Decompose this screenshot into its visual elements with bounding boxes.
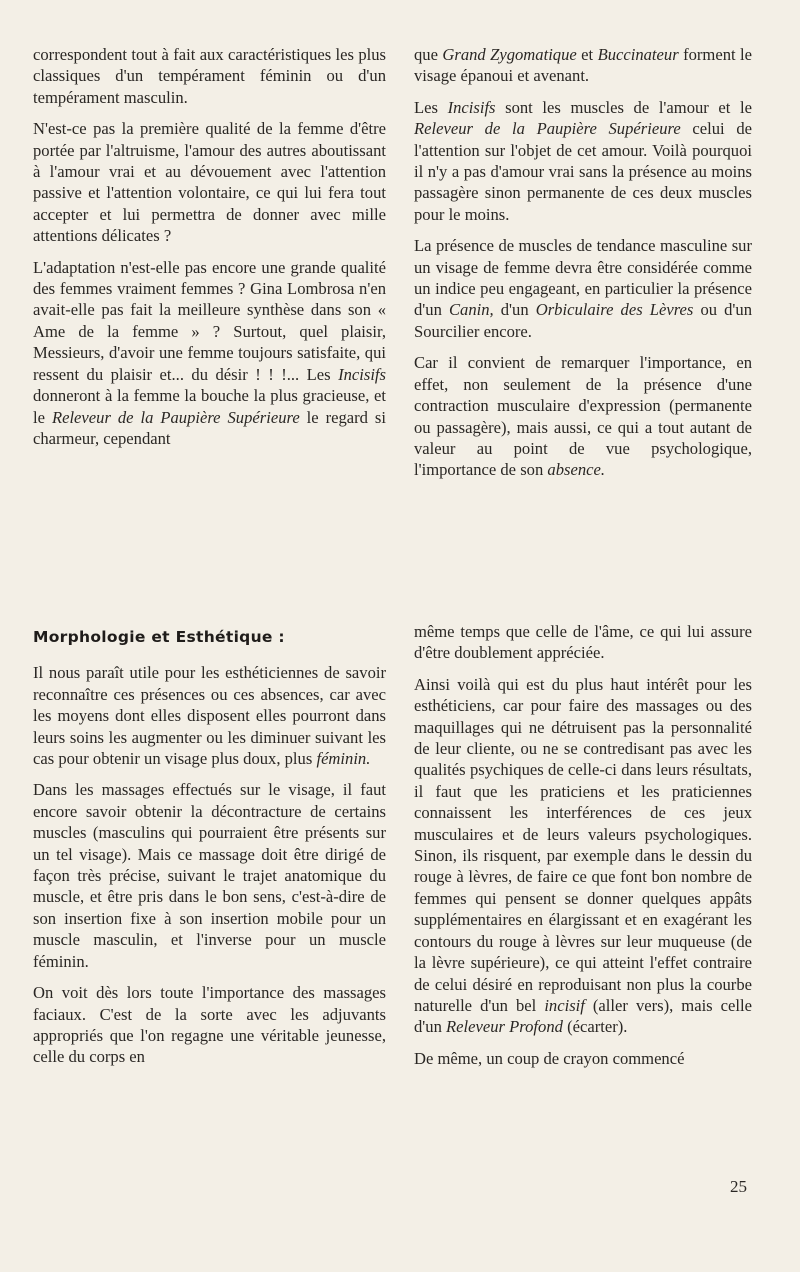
text: N'est-ce pas la première qualité de la femme d'être portée par l'altruisme, l'amour des autres aboutissant à l'amour vrai et au dévouement avec l'attention passive et l'attention volontaire, ce qui lui fera tout accepter et lui permettra de donner avec mille attentions délicates ? — [33, 119, 386, 246]
text: le regard si charmeur, cependant — [33, 407, 386, 448]
italic-term: Incisifs — [447, 97, 496, 117]
paragraph — [414, 1048, 752, 1069]
paragraph — [33, 44, 386, 108]
text: Il nous paraît utile pour les esthéticiennes de savoir reconnaître ces présences ou ces absences, car avec les moyens dont elles disposent elles pourront dans leurs soins les augmenter ou les diminuer suivant les cas pour obtenir un visage plus doux, plus — [33, 663, 386, 769]
column-top-left — [33, 44, 386, 459]
italic-term: Orbiculaire des Lèvres — [535, 300, 694, 320]
italic-term: Grand Zygomatique — [442, 45, 577, 64]
italic-term: incisif — [544, 995, 585, 1015]
text: celui de l'attention sur l'objet de cet amour. Voilà pourquoi il n'y a pas d'amour vrai sans la présence au moins passagère sinon permanente de ces deux muscles pour le moins. — [414, 119, 752, 224]
text: On voit dès lors toute l'importance des massages faciaux. C'est de la sorte avec les adjuvants appropriés que l'on regagne une véritable jeunesse, celle du corps en — [33, 983, 386, 1067]
text: (aller vers), mais celle d'un — [414, 995, 752, 1037]
italic-term: Releveur de la Paupière Supérieure — [51, 407, 300, 427]
text: Dans les massages effectués sur le visage, il faut encore savoir obtenir la décontracture de certains muscles (masculins qui pourraient être présents sur un tel visage). Mais ce massage doit être dirigé de façon très précise, suivant le trajet anatomique du muscle, et être pris dans le bon sens, c'est-à-dire de son insertion fixe à son insertion mobile pour un muscle masculin, et l'inverse pour un muscle féminin. — [33, 780, 386, 971]
paragraph — [414, 235, 752, 342]
text: De même, un coup de crayon commencé — [414, 1048, 685, 1068]
text: donneront à la femme la bouche la plus gracieuse, et le — [33, 386, 386, 427]
text: (écarter). — [562, 1017, 628, 1037]
paragraph — [33, 662, 386, 769]
text: même temps que celle de l'âme, ce qui lui assure d'être doublement appréciée. — [414, 622, 752, 663]
text: et — [576, 45, 598, 64]
paragraph — [414, 621, 752, 664]
paragraph — [33, 982, 386, 1068]
italic-term: Buccinateur — [597, 45, 679, 64]
text: que — [414, 45, 443, 64]
text: La présence de muscles de tendance masculine sur un visage de femme devra être considérée comme un indice peu engageant, en particulier la présence d'un — [414, 236, 752, 320]
text: d'un — [493, 300, 536, 320]
paragraph — [414, 352, 752, 480]
paragraph — [33, 118, 386, 246]
italic-term: Canin, — [448, 300, 494, 320]
text: ou d'un Sourcilier encore. — [414, 300, 753, 341]
italic-term: absence. — [547, 460, 605, 480]
paragraph — [414, 44, 752, 87]
italic-term: Incisifs — [338, 364, 386, 384]
text: Car il convient de remarquer l'importance, en effet, non seulement de la présence d'une contraction musculaire d'expression (permanente ou passagère), mais aussi, ce qui a tout autant de valeur au point de vue psychologique, l'importance de son — [414, 353, 752, 480]
text: correspondent tout à fait aux caractéristiques les plus classiques d'un tempérament féminin ou d'un tempérament masculin. — [33, 45, 386, 107]
italic-term: Releveur Profond — [446, 1017, 563, 1037]
text: Ainsi voilà qui est du plus haut intérêt pour les esthéticiens, car pour faire des massages ou des maquillages qui ne détruisent pas la personnalité de leur cliente, ou ne se contredisant pas avec les qualités psychiques de celle-ci dans leurs résultats, il faut que les praticiens et les praticiennes connaissent les interférences de ces jeux musculaires et de leurs valeurs psychologiques. Sinon, ils risquent, par exemple dans le dessin du rouge à lèvres, de faire ce que font bon nombre de femmes qui pensent se donner quelques appâts supplémentaires en élargissant et en exagérant les contours du rouge à lèvres sur leur muqueuse (de la lèvre supérieure), ce qui atteint l'effet contraire de celui désiré en reproduisant non plus la courbe naturelle d'un bel — [414, 674, 752, 1015]
page-number: 25 — [730, 1177, 747, 1196]
section-heading: Morphologie et Esthétique : — [33, 628, 285, 646]
paragraph — [414, 674, 752, 1038]
italic-term: Releveur de la Paupière Supérieure — [414, 119, 681, 139]
paragraph — [414, 97, 752, 225]
text: sont les muscles de l'amour et le — [495, 97, 752, 117]
paragraph — [33, 257, 386, 450]
text: Les — [414, 97, 448, 117]
text: forment le visage épanoui et avenant. — [414, 45, 752, 86]
column-bottom-right — [414, 621, 752, 1079]
column-top-right — [414, 44, 752, 491]
italic-term: féminin. — [316, 749, 371, 769]
paragraph — [33, 779, 386, 972]
text: L'adaptation n'est-elle pas encore une grande qualité des femmes vraiment femmes ? Gina Lombrosa n'en avait-elle pas fait la meilleure synthèse dans son « Ame de la femme » ? Surtout, quel plaisir, Messieurs, d'avoir une femme toujours satisfaite, qui ressent du plaisir et... du désir ! ! !... Les — [33, 257, 386, 384]
column-bottom-left — [33, 621, 386, 1078]
